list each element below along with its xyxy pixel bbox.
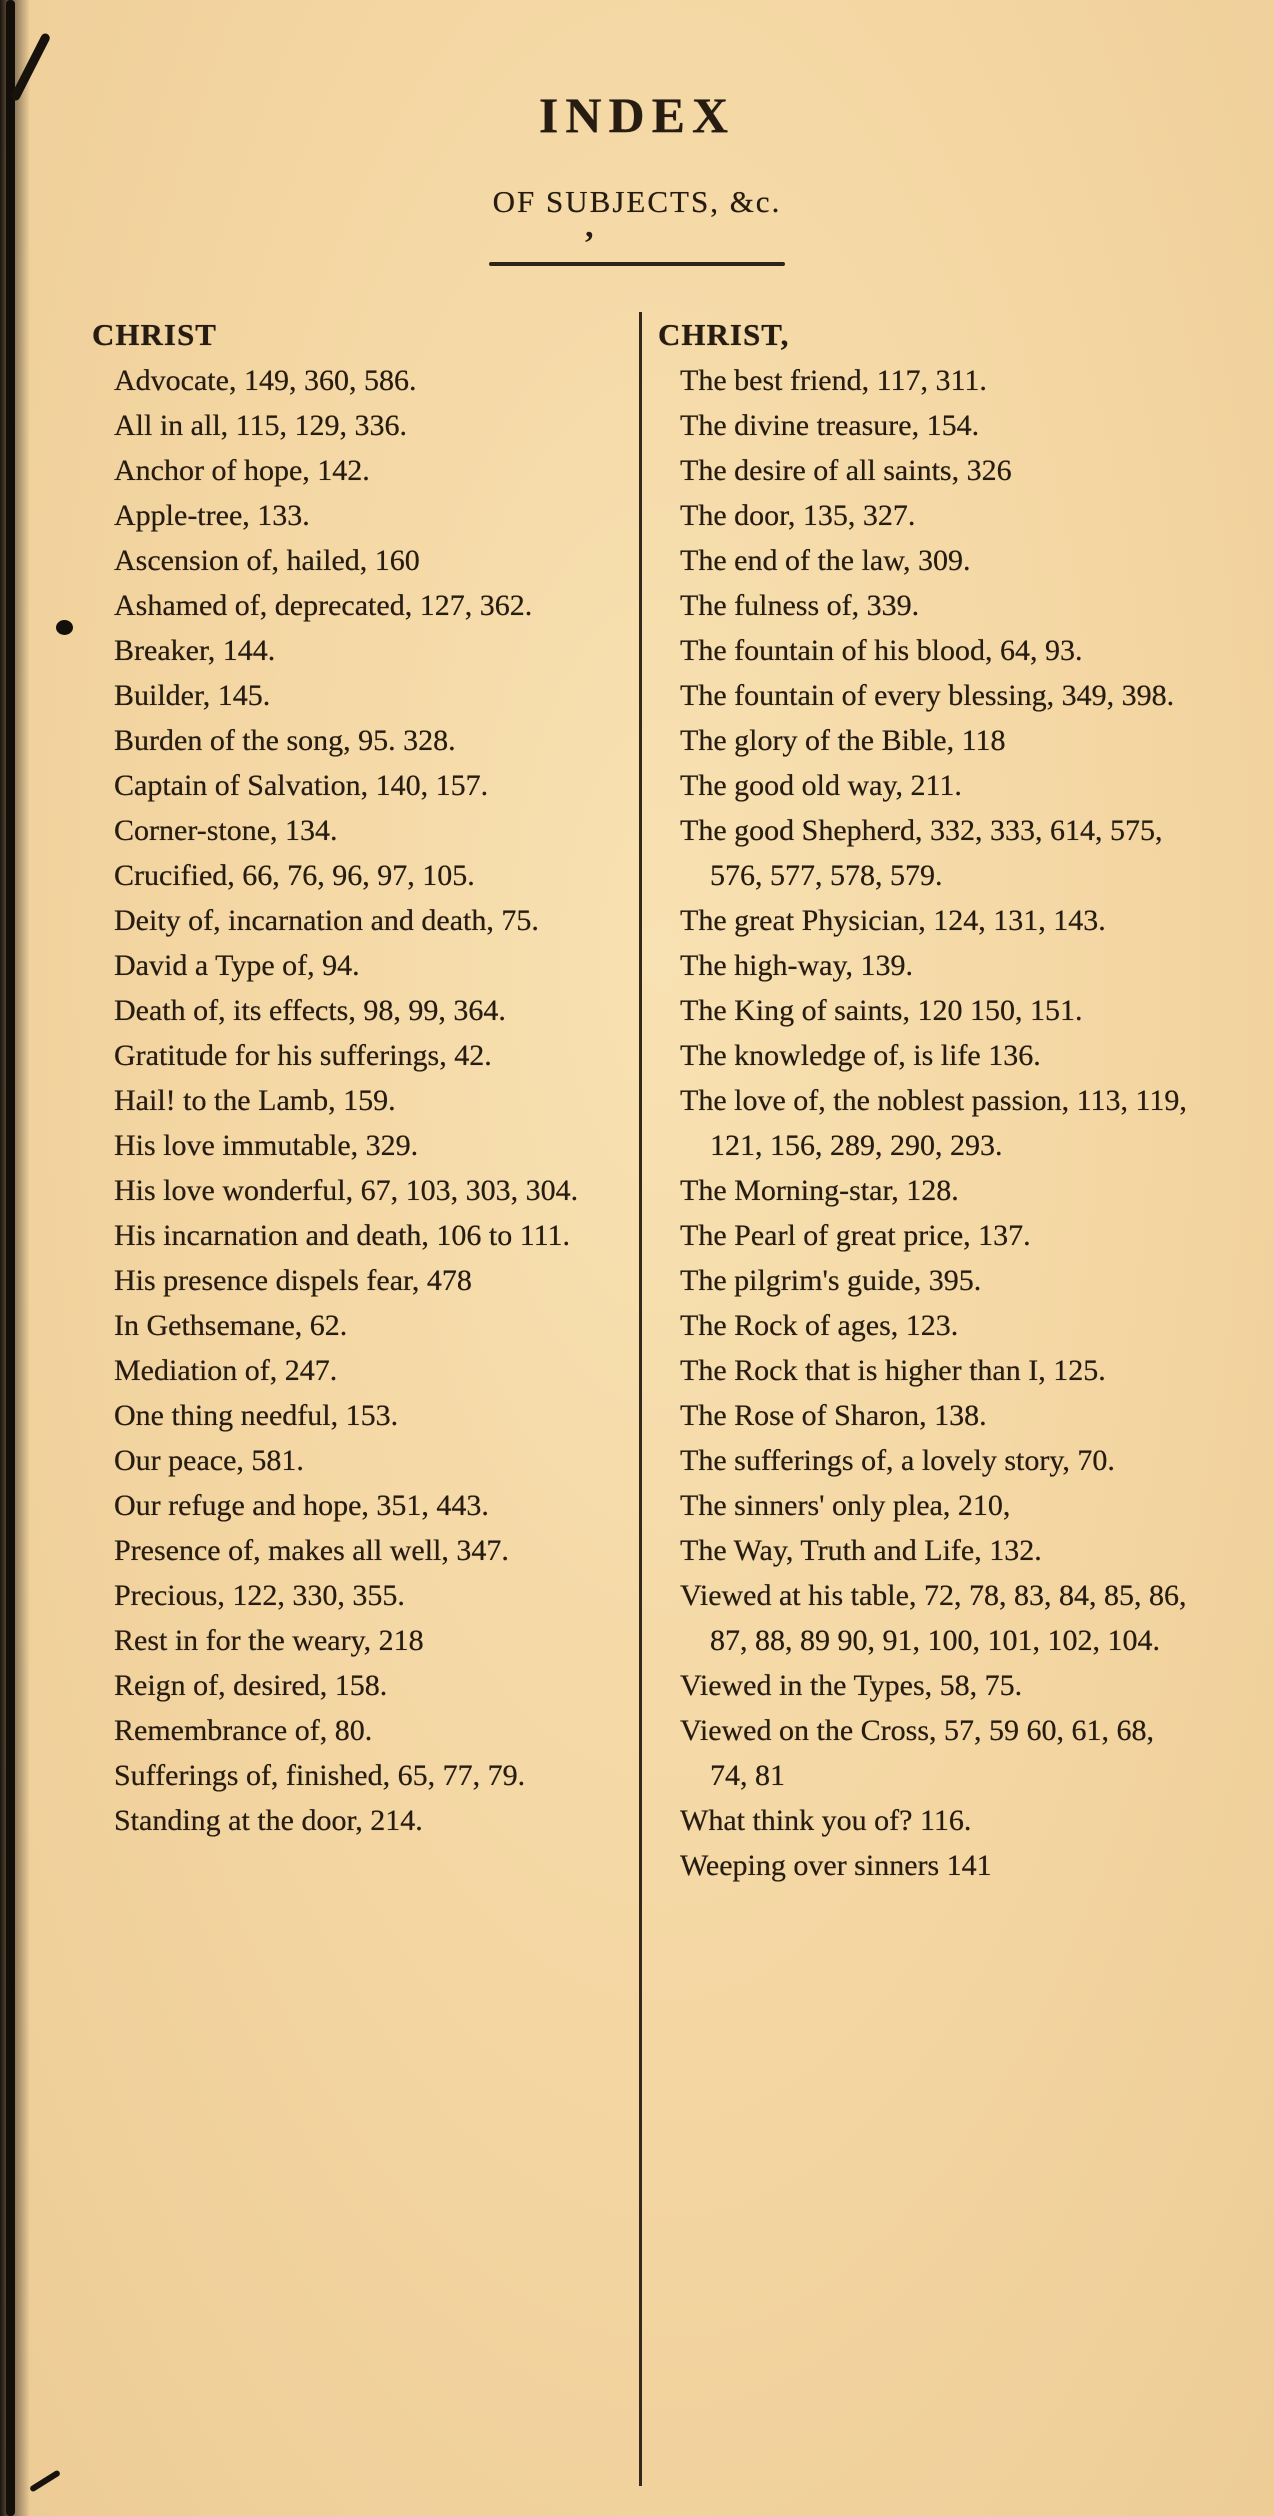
index-columns [92,312,1192,2486]
index-entry: Our refuge and hope, 351, 443. [114,1489,489,1522]
index-entry: One thing needful, 153. [114,1399,399,1432]
index-entry: The love of, the noblest passion, 113, 119, 121, 156, 289, 290, 293. [680,1084,1187,1162]
index-entry: The glory of the Bible, 118 [680,724,1006,757]
index-entries-left [92,358,613,1843]
index-heading-right: CHRIST, [658,317,790,352]
index-entry: Precious, 122, 330, 355. [114,1579,405,1612]
page-subtitle: OF SUBJECTS, &c. [492,184,782,219]
index-entry: The fountain of his blood, 64, 93. [680,634,1083,667]
index-entry: Ashamed of, deprecated, 127, 362. [114,589,533,622]
index-entry: Viewed in the Types, 58, 75. [680,1669,1023,1702]
index-entry: Death of, its effects, 98, 99, 364. [114,994,506,1027]
index-entry: Burden of the song, 95. 328. [114,724,456,757]
index-entry: The great Physician, 124, 131, 143. [680,904,1106,937]
margin-dot [56,620,73,635]
index-entry: The Rock of ages, 123. [680,1309,959,1342]
index-entry: Presence of, makes all well, 347. [114,1534,509,1567]
binding-edge [6,0,15,2516]
binding-shadow [0,0,30,2516]
index-entry: The divine treasure, 154. [680,409,980,442]
index-entry: Builder, 145. [114,679,271,712]
index-entry: The end of the law, 309. [680,544,971,577]
index-entry: Breaker, 144. [114,634,276,667]
index-entry: The fulness of, 339. [680,589,920,622]
index-entry: Corner-stone, 134. [114,814,338,847]
index-entry: The desire of all saints, 326 [680,454,1012,487]
ornament-mark: ’ [583,225,595,262]
index-entry: All in all, 115, 129, 336. [114,409,408,442]
index-entry: The high-way, 139. [680,949,913,982]
index-entry: David a Type of, 94. [114,949,360,982]
index-entry: In Gethsemane, 62. [114,1309,348,1342]
index-entry: The best friend, 117, 311. [680,364,987,397]
index-entry: The pilgrim's guide, 395. [680,1264,982,1297]
index-entry: The Pearl of great price, 137. [680,1219,1031,1252]
index-entry: Sufferings of, finished, 65, 77, 79. [114,1759,526,1792]
index-entry: Viewed on the Cross, 57, 59 60, 61, 68, 74, 81 [680,1714,1154,1792]
index-entry: The good Shepherd, 332, 333, 614, 575, 576, 577, 578, 579. [680,814,1163,892]
index-entries-right [658,358,1192,1888]
index-entry: Mediation of, 247. [114,1354,338,1387]
index-entry: The King of saints, 120 150, 151. [680,994,1083,1027]
index-entry: The Rock that is higher than I, 125. [680,1354,1106,1387]
index-entry: The Morning-star, 128. [680,1174,959,1207]
index-entry: Reign of, desired, 158. [114,1669,388,1702]
index-entry: Viewed at his table, 72, 78, 83, 84, 85, 86, 87, 88, 89 90, 91, 100, 101, 102, 104. [680,1579,1187,1657]
index-entry: The sinners' only plea, 210, [680,1489,1011,1522]
index-entry: The Way, Truth and Life, 132. [680,1534,1042,1567]
index-heading-left: CHRIST [92,317,217,352]
index-column-right [642,312,1192,2486]
index-entry: Deity of, incarnation and death, 75. [114,904,539,937]
index-entry: Remembrance of, 80. [114,1714,373,1747]
index-entry: The good old way, 211. [680,769,962,802]
index-entry: Hail! to the Lamb, 159. [114,1084,396,1117]
page-header [0,0,1274,266]
page-title: INDEX [538,87,736,143]
index-entry: Captain of Salvation, 140, 157. [114,769,489,802]
index-entry: Weeping over sinners 141 [680,1849,992,1882]
index-entry: Advocate, 149, 360, 586. [114,364,417,397]
index-entry: The fountain of every blessing, 349, 398. [680,679,1175,712]
index-entry: Gratitude for his sufferings, 42. [114,1039,492,1072]
index-entry: His presence dispels fear, 478 [114,1264,472,1297]
index-entry: His love immutable, 329. [114,1129,419,1162]
index-column-left [92,312,642,2486]
index-entry: The sufferings of, a lovely story, 70. [680,1444,1115,1477]
index-entry: The knowledge of, is life 136. [680,1039,1041,1072]
scan-artifact-bottom-left [29,2469,61,2492]
divider-rule [489,262,785,266]
index-entry: Anchor of hope, 142. [114,454,370,487]
index-entry: His incarnation and death, 106 to 111. [114,1219,571,1252]
index-entry: Standing at the door, 214. [114,1804,423,1837]
index-entry: The door, 135, 327. [680,499,916,532]
index-entry: Ascension of, hailed, 160 [114,544,420,577]
index-entry: Rest in for the weary, 218 [114,1624,424,1657]
index-entry: Our peace, 581. [114,1444,304,1477]
index-entry: Crucified, 66, 76, 96, 97, 105. [114,859,475,892]
index-entry: The Rose of Sharon, 138. [680,1399,987,1432]
index-entry: What think you of? 116. [680,1804,972,1837]
index-entry: Apple-tree, 133. [114,499,310,532]
index-entry: His love wonderful, 67, 103, 303, 304. [114,1174,579,1207]
